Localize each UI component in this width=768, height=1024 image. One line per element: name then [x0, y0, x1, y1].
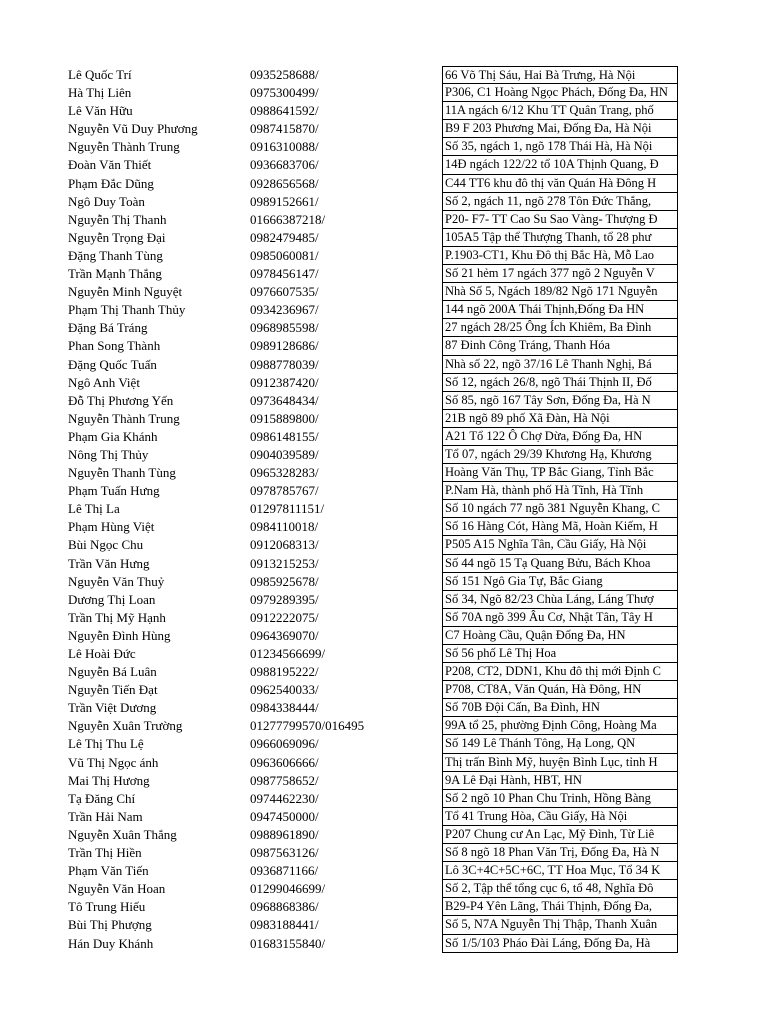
- contact-address-cell: Số 35, ngách 1, ngõ 178 Thái Hà, Hà Nội: [442, 138, 678, 156]
- contact-name: Phạm Hùng Việt: [68, 519, 155, 535]
- contact-phone: 0974462230/: [250, 790, 319, 806]
- contact-name: Đỗ Thị Phương Yến: [68, 392, 174, 408]
- contact-address-cell: Số 70A ngõ 399 Âu Cơ, Nhật Tân, Tây H: [442, 609, 678, 627]
- contact-phone: 0984338444/: [250, 700, 319, 716]
- contact-name: Lê Quốc Trí: [68, 67, 132, 82]
- table-row: [68, 464, 768, 482]
- contact-address-cell: Số 2, ngách 11, ngõ 278 Tôn Đức Thắng,: [442, 193, 678, 211]
- table-row: [68, 663, 768, 681]
- contact-address-cell: P.1903-CT1, Khu Đô thị Bắc Hà, Mỗ Lao: [442, 247, 678, 265]
- table-row: [68, 699, 768, 717]
- contact-address-cell: P306, C1 Hoàng Ngọc Phách, Đống Đa, HN: [442, 84, 678, 102]
- table-row: [68, 428, 768, 446]
- table-row: [68, 772, 768, 790]
- table-row: [68, 102, 768, 120]
- contact-name: Đoàn Văn Thiết: [68, 157, 152, 173]
- table-row: [68, 500, 768, 518]
- contact-phone: 0968985598/: [250, 320, 319, 336]
- contact-address-cell: P20- F7- TT Cao Su Sao Vàng- Thượng Đ: [442, 211, 678, 229]
- contact-name: Phạm Gia Khánh: [68, 428, 158, 444]
- contact-phone: 0989128686/: [250, 338, 319, 354]
- contact-address-cell: 27 ngách 28/25 Ông Ích Khiêm, Ba Đình: [442, 319, 678, 337]
- contact-phone: 0963606666/: [250, 754, 319, 770]
- contact-phone: 01297811151/: [250, 501, 325, 517]
- contact-phone: 0904039589/: [250, 446, 319, 462]
- contact-address-cell: Số 21 hẻm 17 ngách 377 ngõ 2 Nguyễn V: [442, 265, 678, 283]
- contact-phone: 0928656568/: [250, 175, 319, 191]
- contact-phone: 0973648434/: [250, 392, 319, 408]
- table-row: [68, 862, 768, 880]
- table-row: [68, 265, 768, 283]
- contact-name: Nguyễn Thanh Tùng: [68, 465, 176, 481]
- table-row: [68, 283, 768, 301]
- table-row: [68, 301, 768, 319]
- contact-phone: 01234566699/: [250, 646, 326, 661]
- contact-name: Tô Trung Hiếu: [68, 899, 146, 915]
- contact-name: Nguyễn Đình Hùng: [68, 627, 171, 643]
- table-row: [68, 609, 768, 627]
- table-row: [68, 627, 768, 645]
- contact-name: Tạ Đăng Chí: [68, 790, 136, 806]
- contact-address-cell: Hoàng Văn Thụ, TP Bắc Giang, Tỉnh Bắc: [442, 464, 678, 482]
- contact-address-cell: Số 16 Hàng Cót, Hàng Mã, Hoàn Kiếm, H: [442, 518, 678, 536]
- contact-address-cell: 105A5 Tập thể Thượng Thanh, tổ 28 phư: [442, 229, 678, 247]
- contact-address-cell: Số 12, ngách 26/8, ngõ Thái Thịnh II, Đố: [442, 374, 678, 392]
- contact-name: Lê Hoài Đức: [68, 646, 136, 661]
- contact-name: Nguyễn Thành Trung: [68, 410, 180, 426]
- contact-address-cell: 11A ngách 6/12 Khu TT Quân Trang, phố: [442, 102, 678, 120]
- table-row: [68, 935, 768, 953]
- contact-phone: 0988641592/: [250, 103, 319, 119]
- contact-address-cell: Nhà số 22, ngõ 37/16 Lê Thanh Nghị, Bá: [442, 356, 678, 374]
- contact-name: Phạm Đắc Dũng: [68, 175, 154, 191]
- table-row: [68, 193, 768, 211]
- table-row: [68, 916, 768, 934]
- table-row: [68, 138, 768, 156]
- contact-name: Phạm Văn Tiến: [68, 863, 149, 879]
- contact-phone: 0988961890/: [250, 826, 319, 842]
- table-row: [68, 410, 768, 428]
- table-row: [68, 754, 768, 772]
- table-row: [68, 120, 768, 138]
- contact-address-cell: B9 F 203 Phương Mai, Đống Đa, Hà Nội: [442, 120, 678, 138]
- table-row: [68, 645, 768, 663]
- contact-name: Nguyễn Minh Nguyệt: [68, 284, 183, 300]
- contact-name: Phạm Thị Thanh Thủy: [68, 302, 186, 318]
- contact-name: Nguyễn Tiến Đạt: [68, 682, 158, 698]
- table-row: [68, 211, 768, 229]
- table-row: [68, 518, 768, 536]
- table-row: [68, 880, 768, 898]
- contact-phone: 0978785767/: [250, 483, 319, 499]
- table-row: [68, 591, 768, 609]
- contact-address-cell: Số 70B Đội Cấn, Ba Đình, HN: [442, 699, 678, 717]
- contact-phone: 0975300499/: [250, 85, 319, 101]
- table-row: [68, 555, 768, 573]
- table-row: [68, 175, 768, 193]
- contact-address-cell: 9A Lê Đại Hành, HBT, HN: [442, 772, 678, 790]
- contact-phone: 0987415870/: [250, 121, 319, 137]
- contact-phone: 01299046699/: [250, 881, 326, 897]
- table-row: [68, 717, 768, 735]
- table-row: [68, 826, 768, 844]
- contact-name: Nguyễn Văn Thuỷ: [68, 573, 165, 589]
- contact-name: Nguyễn Vũ Duy Phương: [68, 121, 198, 137]
- table-row: [68, 229, 768, 247]
- contact-phone: 0987758652/: [250, 772, 319, 788]
- contact-phone: 0947450000/: [250, 808, 319, 824]
- table-row: [68, 790, 768, 808]
- contact-phone: 0934236967/: [250, 302, 319, 318]
- contact-name: Bùi Ngọc Chu: [68, 537, 144, 553]
- contact-address-cell: P207 Chung cư An Lạc, Mỹ Đình, Từ Liê: [442, 826, 678, 844]
- table-row: [68, 247, 768, 265]
- contact-phone: 0935258688/: [250, 67, 319, 82]
- contact-sheet: [68, 66, 768, 953]
- table-row: [68, 319, 768, 337]
- contact-phone: 0912387420/: [250, 374, 319, 390]
- contact-phone: 0982479485/: [250, 229, 319, 245]
- contact-name: Nông Thị Thủy: [68, 446, 149, 462]
- table-row: [68, 374, 768, 392]
- table-row: [68, 84, 768, 102]
- contact-address-cell: 21B ngõ 89 phố Xã Đàn, Hà Nội: [442, 410, 678, 428]
- contact-address-cell: 14Đ ngách 122/22 tổ 10A Thịnh Quang, Đ: [442, 156, 678, 174]
- contact-name: Nguyễn Thị Thanh: [68, 211, 167, 227]
- table-row: [68, 356, 768, 374]
- contact-phone: 01683155840/: [250, 935, 326, 951]
- contact-name: Nguyễn Bá Luân: [68, 664, 157, 680]
- contact-phone: 01277799570/016495: [250, 718, 365, 734]
- contact-address-cell: Số 56 phố Lê Thị Hoa: [442, 645, 678, 663]
- table-row: [68, 573, 768, 591]
- contact-address-cell: Số 34, Ngõ 82/23 Chùa Láng, Láng Thượ: [442, 591, 678, 609]
- contact-address-cell: P708, CT8A, Văn Quán, Hà Đông, HN: [442, 681, 678, 699]
- contact-address-cell: Lô 3C+4C+5C+6C, TT Hoa Mục, Tổ 34 K: [442, 862, 678, 880]
- contact-phone: 0987563126/: [250, 845, 319, 861]
- contact-phone: 0912068313/: [250, 537, 319, 553]
- contact-name: Nguyễn Trọng Đại: [68, 229, 166, 245]
- contact-name: Trần Văn Hưng: [68, 555, 150, 571]
- contact-phone: 0962540033/: [250, 682, 319, 698]
- contact-phone: 0913215253/: [250, 555, 319, 571]
- contact-phone: 0936871166/: [250, 863, 319, 879]
- contact-address-cell: Số 149 Lê Thánh Tông, Hạ Long, QN: [442, 735, 678, 753]
- contact-name: Nguyễn Thành Trung: [68, 139, 180, 155]
- contact-name: Mai Thị Hương: [68, 772, 150, 788]
- contact-name: Ngô Duy Toàn: [68, 193, 145, 209]
- contact-name: Trần Mạnh Thắng: [68, 266, 162, 282]
- contact-phone: 0936683706/: [250, 157, 319, 173]
- contact-name: Hà Thị Liên: [68, 85, 132, 101]
- contact-address-cell: 99A tổ 25, phường Định Công, Hoàng Ma: [442, 717, 678, 735]
- contact-address-cell: Thị trấn Bình Mỹ, huyện Bình Lục, tỉnh H: [442, 754, 678, 772]
- contact-name: Đặng Quốc Tuấn: [68, 356, 157, 372]
- contact-address-cell: Số 8 ngõ 18 Phan Văn Trị, Đống Đa, Hà N: [442, 844, 678, 862]
- table-row: [68, 898, 768, 916]
- table-row: [68, 482, 768, 500]
- contact-address-cell: Tổ 41 Trung Hòa, Cầu Giấy, Hà Nội: [442, 808, 678, 826]
- contact-name: Trần Việt Dương: [68, 700, 157, 716]
- contact-address-cell: A21 Tổ 122 Ô Chợ Dừa, Đống Đa, HN: [442, 428, 678, 446]
- contact-name: Trần Thị Hiền: [68, 845, 142, 861]
- contact-phone: 0916310088/: [250, 139, 319, 155]
- contact-phone: 01666387218/: [250, 211, 326, 227]
- contact-phone: 0989152661/: [250, 193, 319, 209]
- contact-name: Phan Song Thành: [68, 338, 161, 354]
- contact-address-cell: Số 1/5/103 Pháo Đài Láng, Đống Đa, Hà: [442, 935, 678, 953]
- contact-phone: 0978456147/: [250, 266, 319, 282]
- contact-address-cell: Tổ 07, ngách 29/39 Khương Hạ, Khương: [442, 446, 678, 464]
- contact-phone: 0915889800/: [250, 410, 319, 426]
- contact-phone: 0966069096/: [250, 736, 319, 752]
- contact-address-cell: Số 85, ngõ 167 Tây Sơn, Đống Đa, Hà N: [442, 392, 678, 410]
- table-row: [68, 66, 768, 84]
- contact-address-cell: Số 2 ngõ 10 Phan Chu Trinh, Hồng Bàng: [442, 790, 678, 808]
- contact-phone: 0968868386/: [250, 899, 319, 915]
- contact-name: Trần Hải Nam: [68, 808, 143, 824]
- contact-phone: 0964369070/: [250, 627, 319, 643]
- contact-name: Bùi Thị Phượng: [68, 917, 152, 933]
- contact-address-cell: C7 Hoàng Cầu, Quận Đống Đa, HN: [442, 627, 678, 645]
- contact-phone: 0912222075/: [250, 609, 319, 625]
- contact-address-cell: C44 TT6 khu đô thị văn Quán Hà Đông H: [442, 175, 678, 193]
- contact-name: Đặng Bá Tráng: [68, 320, 148, 336]
- contact-name: Dương Thị Loan: [68, 591, 156, 607]
- contact-address-cell: B29-P4 Yên Lãng, Thái Thịnh, Đống Đa,: [442, 898, 678, 916]
- contact-phone: 0986148155/: [250, 428, 319, 444]
- contact-address-cell: 144 ngõ 200A Thái Thịnh,Đống Đa HN: [442, 301, 678, 319]
- contact-name: Nguyễn Xuân Thắng: [68, 826, 177, 842]
- contact-phone: 0985925678/: [250, 573, 319, 589]
- contact-name: Nguyễn Văn Hoan: [68, 881, 166, 897]
- contact-name: Nguyễn Xuân Trường: [68, 718, 183, 734]
- table-row: [68, 446, 768, 464]
- contact-address-cell: P505 A15 Nghĩa Tân, Cầu Giấy, Hà Nội: [442, 536, 678, 554]
- contact-phone: 0983188441/: [250, 917, 319, 933]
- contact-name: Ngô Anh Việt: [68, 374, 140, 390]
- contact-address-cell: P.Nam Hà, thành phố Hà Tĩnh, Hà Tĩnh: [442, 482, 678, 500]
- contact-address-cell: 66 Võ Thị Sáu, Hai Bà Trưng, Hà Nội: [442, 66, 678, 84]
- contact-name: Lê Thị La: [68, 501, 120, 517]
- table-row: [68, 735, 768, 753]
- contact-phone: 0988778039/: [250, 356, 319, 372]
- contact-address-cell: Số 151 Ngô Gia Tự, Bắc Giang: [442, 573, 678, 591]
- contact-phone: 0988195222/: [250, 664, 319, 680]
- contact-address-cell: Nhà Số 5, Ngách 189/82 Ngõ 171 Nguyễn: [442, 283, 678, 301]
- table-row: [68, 681, 768, 699]
- contact-phone: 0984110018/: [250, 519, 319, 535]
- table-row: [68, 808, 768, 826]
- contact-name: Phạm Tuấn Hưng: [68, 483, 160, 499]
- contact-address-cell: Số 10 ngách 77 ngõ 381 Nguyễn Khang, C: [442, 500, 678, 518]
- table-row: [68, 536, 768, 554]
- contact-address-cell: P208, CT2, DDN1, Khu đô thị mới Định C: [442, 663, 678, 681]
- contact-phone: 0985060081/: [250, 247, 319, 263]
- table-row: [68, 844, 768, 862]
- contact-name: Trần Thị Mỹ Hạnh: [68, 609, 166, 625]
- contact-phone: 0979289395/: [250, 591, 319, 607]
- contact-address-cell: Số 2, Tập thể tổng cục 6, tổ 48, Nghĩa Đô: [442, 880, 678, 898]
- contact-name: Đặng Thanh Tùng: [68, 247, 163, 263]
- contact-phone: 0965328283/: [250, 465, 319, 481]
- contact-address-cell: Số 5, N7A Nguyễn Thị Thập, Thanh Xuân: [442, 916, 678, 934]
- contact-name: Lê Thị Thu Lệ: [68, 736, 144, 752]
- contact-name: Lê Văn Hữu: [68, 103, 133, 119]
- contact-address-cell: Số 44 ngõ 15 Tạ Quang Bửu, Bách Khoa: [442, 555, 678, 573]
- table-row: [68, 337, 768, 355]
- table-row: [68, 392, 768, 410]
- contact-name: Hán Duy Khánh: [68, 935, 154, 951]
- contact-name: Vũ Thị Ngọc ánh: [68, 754, 159, 770]
- table-row: [68, 156, 768, 174]
- contact-phone: 0976607535/: [250, 284, 319, 300]
- contact-address-cell: 87 Đinh Công Tráng, Thanh Hóa: [442, 337, 678, 355]
